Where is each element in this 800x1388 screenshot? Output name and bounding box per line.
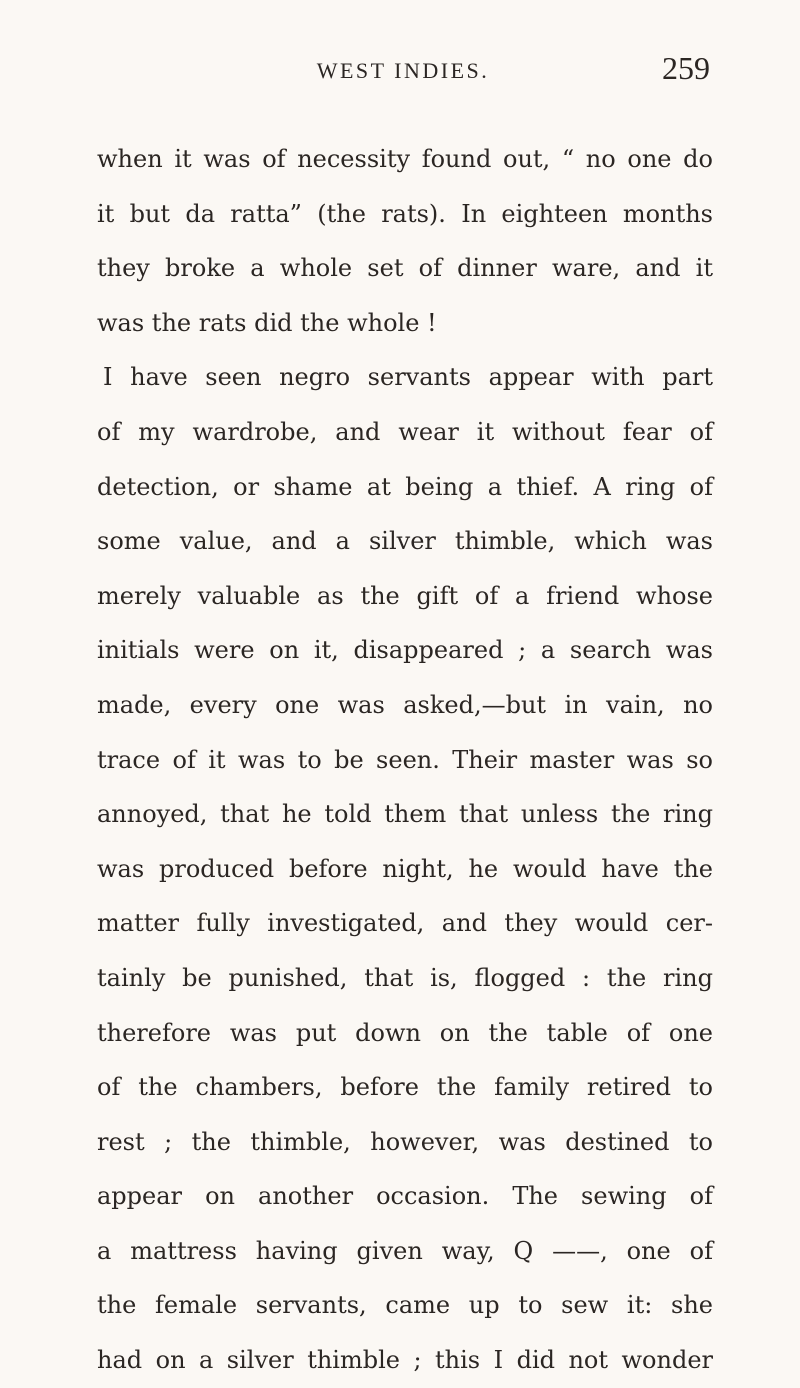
text-line: it but da ratta” (the rats). In eighteen months bbox=[97, 199, 713, 228]
text-line: they broke a whole set of dinner ware, and it bbox=[97, 254, 713, 283]
text-line: was the rats did the whole ! bbox=[97, 308, 437, 337]
text-line: a mattress having given way, Q ——, one of bbox=[97, 1236, 713, 1265]
running-title: WEST INDIES. bbox=[316, 58, 490, 83]
text-line: appear on another occasion. The sewing of bbox=[97, 1182, 713, 1211]
text-line: merely valuable as the gift of a friend whose bbox=[97, 581, 713, 610]
text-line: the female servants, came up to sew it: she bbox=[97, 1291, 713, 1320]
body-text bbox=[97, 132, 713, 1388]
text-line: of the chambers, before the family retired to bbox=[97, 1073, 713, 1102]
text-line: rest ; the thimble, however, was destined to bbox=[97, 1127, 713, 1156]
text-line: trace of it was to be seen. Their master was so bbox=[97, 745, 713, 774]
text-line: initials were on it, disappeared ; a search was bbox=[97, 636, 713, 665]
text-line: tainly be punished, that is, flogged : the ring bbox=[97, 963, 713, 992]
text-line: therefore was put down on the table of one bbox=[97, 1018, 713, 1047]
text-line: matter fully investigated, and they would cer- bbox=[97, 909, 713, 938]
text-line: detection, or shame at being a thief. A ring of bbox=[97, 472, 713, 501]
running-head bbox=[96, 52, 710, 88]
page-number: 259 bbox=[662, 50, 710, 86]
text-line: annoyed, that he told them that unless the ring bbox=[97, 800, 713, 829]
text-line: had on a silver thimble ; this I did not wonder bbox=[97, 1346, 713, 1375]
text-line: of my wardrobe, and wear it without fear of bbox=[97, 417, 713, 446]
text-line: when it was of necessity found out, “ no one do bbox=[97, 145, 713, 173]
text-line: some value, and a silver thimble, which was bbox=[97, 527, 713, 556]
text-line: I have seen negro servants appear with part bbox=[103, 363, 713, 392]
text-line: made, every one was asked,—but in vain, no bbox=[97, 690, 713, 719]
text-line: was produced before night, he would have the bbox=[97, 854, 713, 883]
